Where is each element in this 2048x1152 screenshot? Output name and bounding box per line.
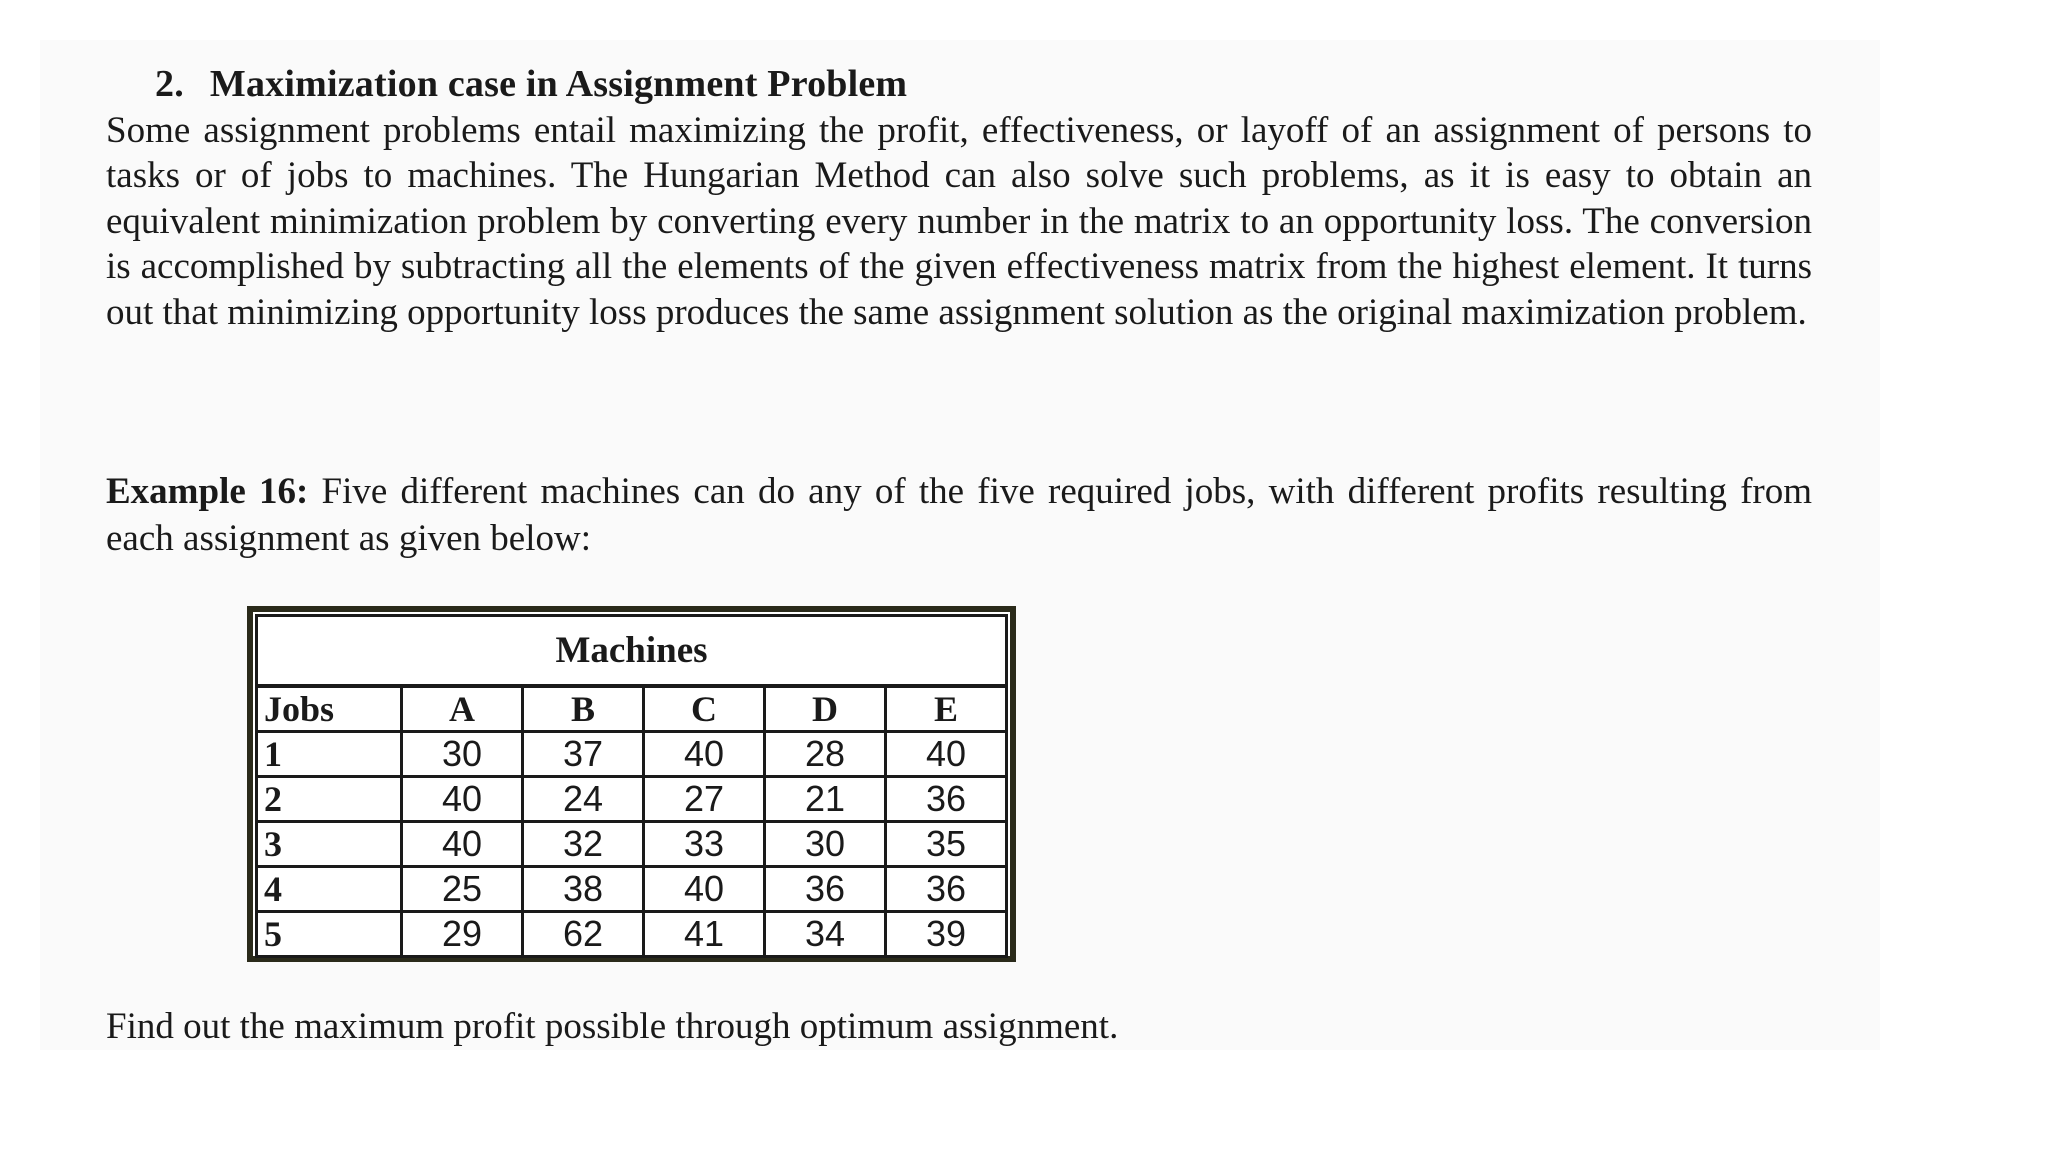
job-label-cell: 5 xyxy=(257,912,402,957)
profit-cell: 24 xyxy=(523,777,644,822)
table-row xyxy=(257,777,1007,822)
body-paragraph: Some assignment problems entail maximizing the profit, effectiveness, or layoff of an assignment of persons to tasks or of jobs to machines. The Hungarian Method can also solve such problems, as it is easy to obtain an equivalent minimization problem by converting every number in the matrix to an opportunity loss. The conversion is accomplished by subtracting all the elements of the given effectiveness matrix from the highest element. It turns out that minimizing opportunity loss produces the same assignment solution as the original maximization problem. xyxy=(106,110,1812,333)
profit-cell: 35 xyxy=(886,822,1007,867)
profit-cell: 29 xyxy=(402,912,523,957)
profit-cell: 33 xyxy=(644,822,765,867)
profit-cell: 40 xyxy=(886,732,1007,777)
profit-cell: 40 xyxy=(644,867,765,912)
profit-table-frame xyxy=(247,606,1016,962)
machine-header-c: C xyxy=(644,686,765,732)
profit-table xyxy=(255,614,1008,958)
profit-cell: 30 xyxy=(402,732,523,777)
section-number: 2. xyxy=(155,63,184,105)
section-heading xyxy=(155,62,907,106)
example-label: Example 16: xyxy=(106,471,309,512)
job-label-cell: 3 xyxy=(257,822,402,867)
example-text: Five different machines can do any of the five required jobs, with different profits resulting from each assignment as given below: xyxy=(106,471,1813,559)
table-title-row xyxy=(257,616,1007,687)
table-header-row xyxy=(257,686,1007,732)
profit-cell: 28 xyxy=(765,732,886,777)
profit-cell: 36 xyxy=(886,777,1007,822)
section-title: Maximization case in Assignment Problem xyxy=(209,63,908,105)
jobs-column-header: Jobs xyxy=(257,686,402,732)
profit-cell: 38 xyxy=(523,867,644,912)
machine-header-a: A xyxy=(402,686,523,732)
table-row xyxy=(257,867,1007,912)
machine-header-e: E xyxy=(886,686,1007,732)
profit-cell: 40 xyxy=(402,777,523,822)
example-paragraph xyxy=(106,468,1812,562)
machine-header-d: D xyxy=(765,686,886,732)
profit-cell: 27 xyxy=(644,777,765,822)
profit-cell: 36 xyxy=(886,867,1007,912)
profit-cell: 37 xyxy=(523,732,644,777)
job-label-cell: 4 xyxy=(257,867,402,912)
profit-cell: 41 xyxy=(644,912,765,957)
profit-cell: 39 xyxy=(886,912,1007,957)
table-row xyxy=(257,912,1007,957)
profit-cell: 32 xyxy=(523,822,644,867)
table-row xyxy=(257,822,1007,867)
profit-cell: 25 xyxy=(402,867,523,912)
machine-header-b: B xyxy=(523,686,644,732)
job-label-cell: 2 xyxy=(257,777,402,822)
job-label-cell: 1 xyxy=(257,732,402,777)
profit-cell: 21 xyxy=(765,777,886,822)
profit-cell: 34 xyxy=(765,912,886,957)
closing-question: Find out the maximum profit possible through optimum assignment. xyxy=(106,1006,1119,1047)
profit-cell: 30 xyxy=(765,822,886,867)
profit-cell: 36 xyxy=(765,867,886,912)
profit-cell: 62 xyxy=(523,912,644,957)
profit-cell: 40 xyxy=(402,822,523,867)
table-row xyxy=(257,732,1007,777)
table-title: Machines xyxy=(257,616,1007,687)
profit-cell: 40 xyxy=(644,732,765,777)
